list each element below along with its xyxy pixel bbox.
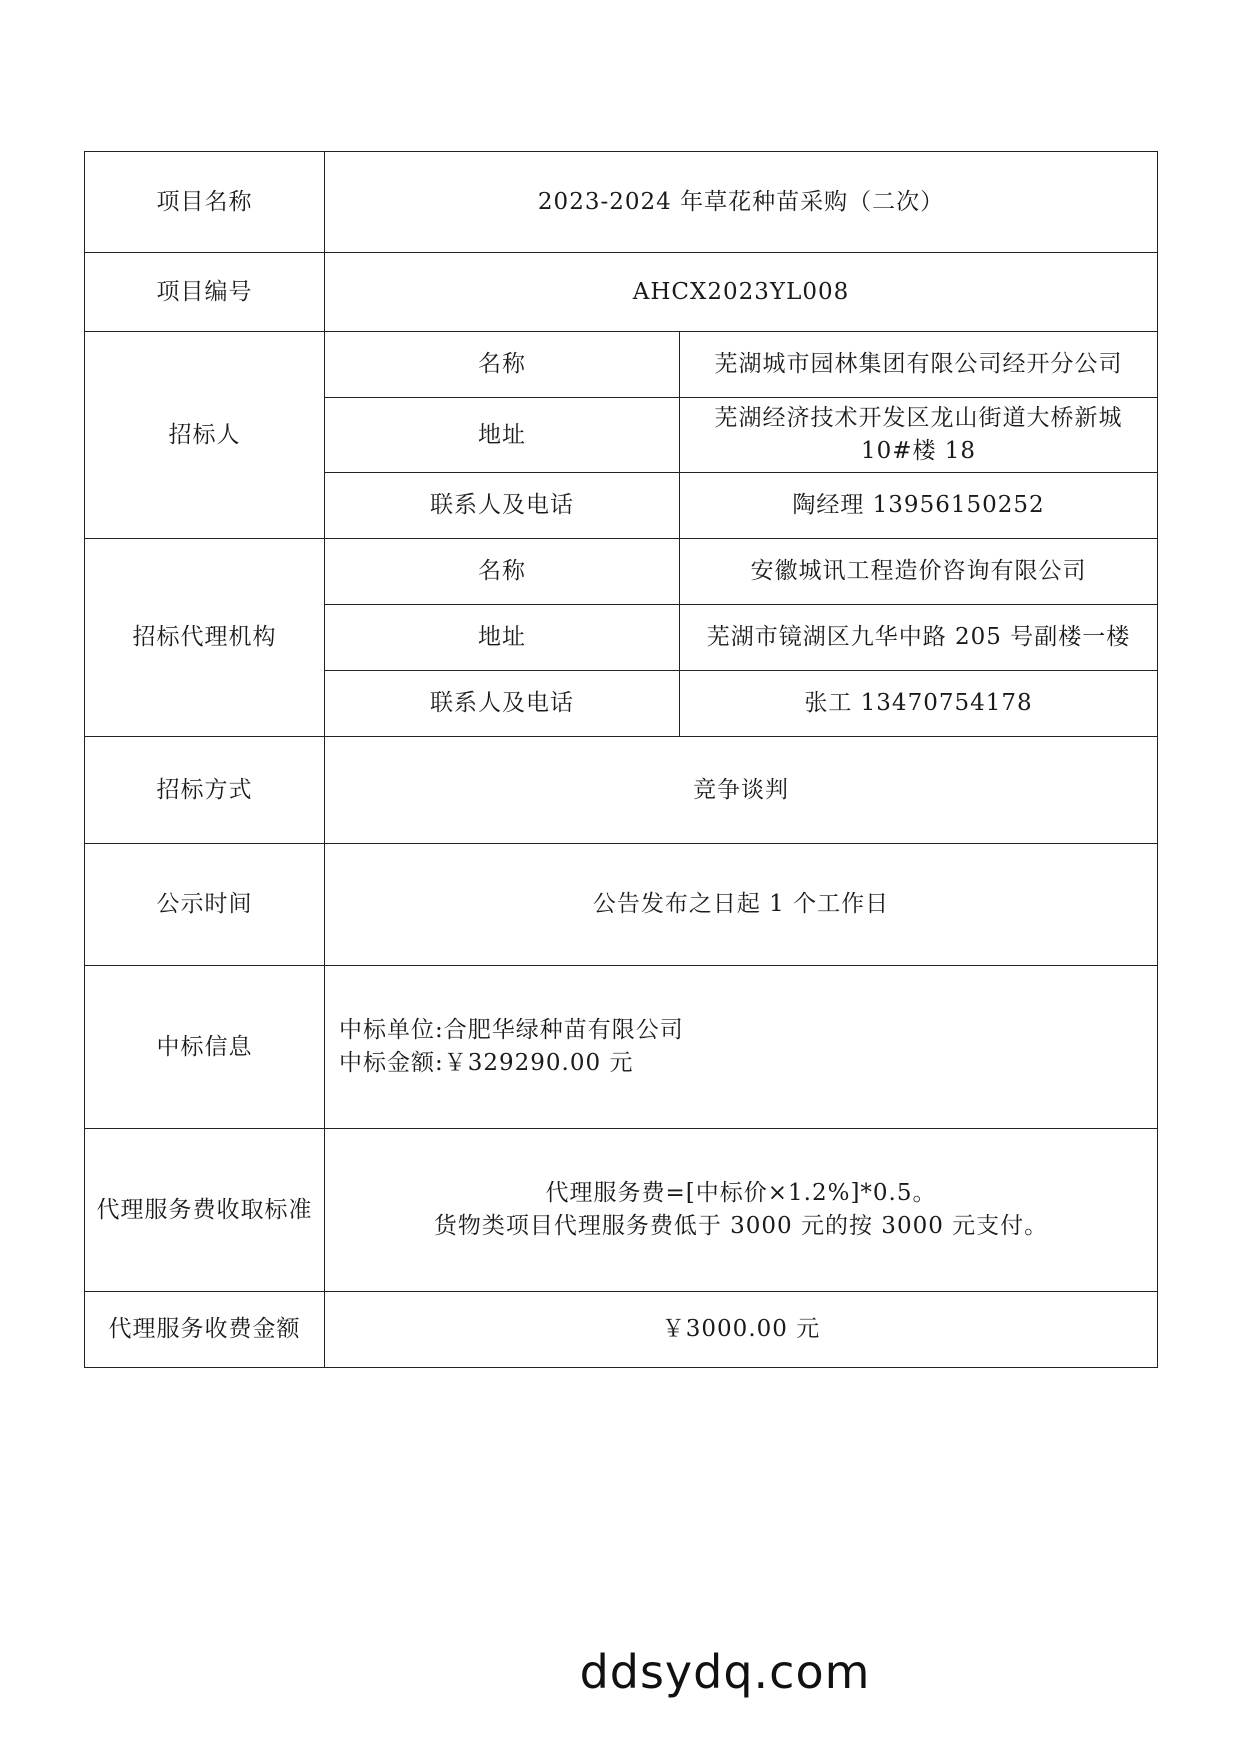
publicity-value: 公告发布之日起 1 个工作日 bbox=[325, 844, 1158, 966]
agency-name-label: 名称 bbox=[325, 539, 680, 605]
agency-address-value: 芜湖市镜湖区九华中路 205 号副楼一楼 bbox=[680, 605, 1158, 671]
method-label: 招标方式 bbox=[85, 737, 325, 844]
agency-contact-value: 张工 13470754178 bbox=[680, 671, 1158, 737]
row-agency-name bbox=[85, 539, 1158, 605]
winner-amount: 中标金额:￥329290.00 元 bbox=[339, 1050, 634, 1076]
agency-contact-label: 联系人及电话 bbox=[325, 671, 680, 737]
fee-standard-line-1: 代理服务费=[中标价×1.2%]*0.5。 bbox=[545, 1180, 937, 1206]
row-winner bbox=[85, 966, 1158, 1129]
agency-label: 招标代理机构 bbox=[85, 539, 325, 737]
winner-unit: 中标单位:合肥华绿种苗有限公司 bbox=[339, 1017, 684, 1043]
project-code-value: AHCX2023YL008 bbox=[325, 253, 1158, 332]
tenderer-label: 招标人 bbox=[85, 332, 325, 539]
row-publicity bbox=[85, 844, 1158, 966]
tenderer-name-value: 芜湖城市园林集团有限公司经开分公司 bbox=[680, 332, 1158, 398]
fee-amount-label: 代理服务收费金额 bbox=[85, 1292, 325, 1368]
watermark: ddsydq.com bbox=[579, 1645, 871, 1699]
row-fee-amount bbox=[85, 1292, 1158, 1368]
tenderer-contact-value: 陶经理 13956150252 bbox=[680, 473, 1158, 539]
tenderer-address-value bbox=[680, 398, 1158, 473]
agency-address-label: 地址 bbox=[325, 605, 680, 671]
row-project-name bbox=[85, 152, 1158, 253]
tenderer-address-line-1: 芜湖经济技术开发区龙山街道大桥新城 bbox=[714, 405, 1123, 431]
tenderer-name-label: 名称 bbox=[325, 332, 680, 398]
project-name-value: 2023-2024 年草花种苗采购（二次） bbox=[325, 152, 1158, 253]
row-method bbox=[85, 737, 1158, 844]
tenderer-address-line-2: 10#楼 18 bbox=[860, 438, 977, 464]
winner-label: 中标信息 bbox=[85, 966, 325, 1129]
winner-value bbox=[325, 966, 1158, 1129]
project-code-label: 项目编号 bbox=[85, 253, 325, 332]
publicity-label: 公示时间 bbox=[85, 844, 325, 966]
method-value: 竞争谈判 bbox=[325, 737, 1158, 844]
tenderer-contact-label: 联系人及电话 bbox=[325, 473, 680, 539]
bid-result-table bbox=[84, 151, 1158, 1368]
project-name-label: 项目名称 bbox=[85, 152, 325, 253]
row-tenderer-name bbox=[85, 332, 1158, 398]
fee-standard-line-2: 货物类项目代理服务费低于 3000 元的按 3000 元支付。 bbox=[433, 1213, 1049, 1239]
fee-standard-label: 代理服务费收取标准 bbox=[85, 1129, 325, 1292]
row-project-code bbox=[85, 253, 1158, 332]
row-fee-standard bbox=[85, 1129, 1158, 1292]
fee-amount-value: ￥3000.00 元 bbox=[325, 1292, 1158, 1368]
tenderer-address-label: 地址 bbox=[325, 398, 680, 473]
fee-standard-value bbox=[325, 1129, 1158, 1292]
agency-name-value: 安徽城讯工程造价咨询有限公司 bbox=[680, 539, 1158, 605]
